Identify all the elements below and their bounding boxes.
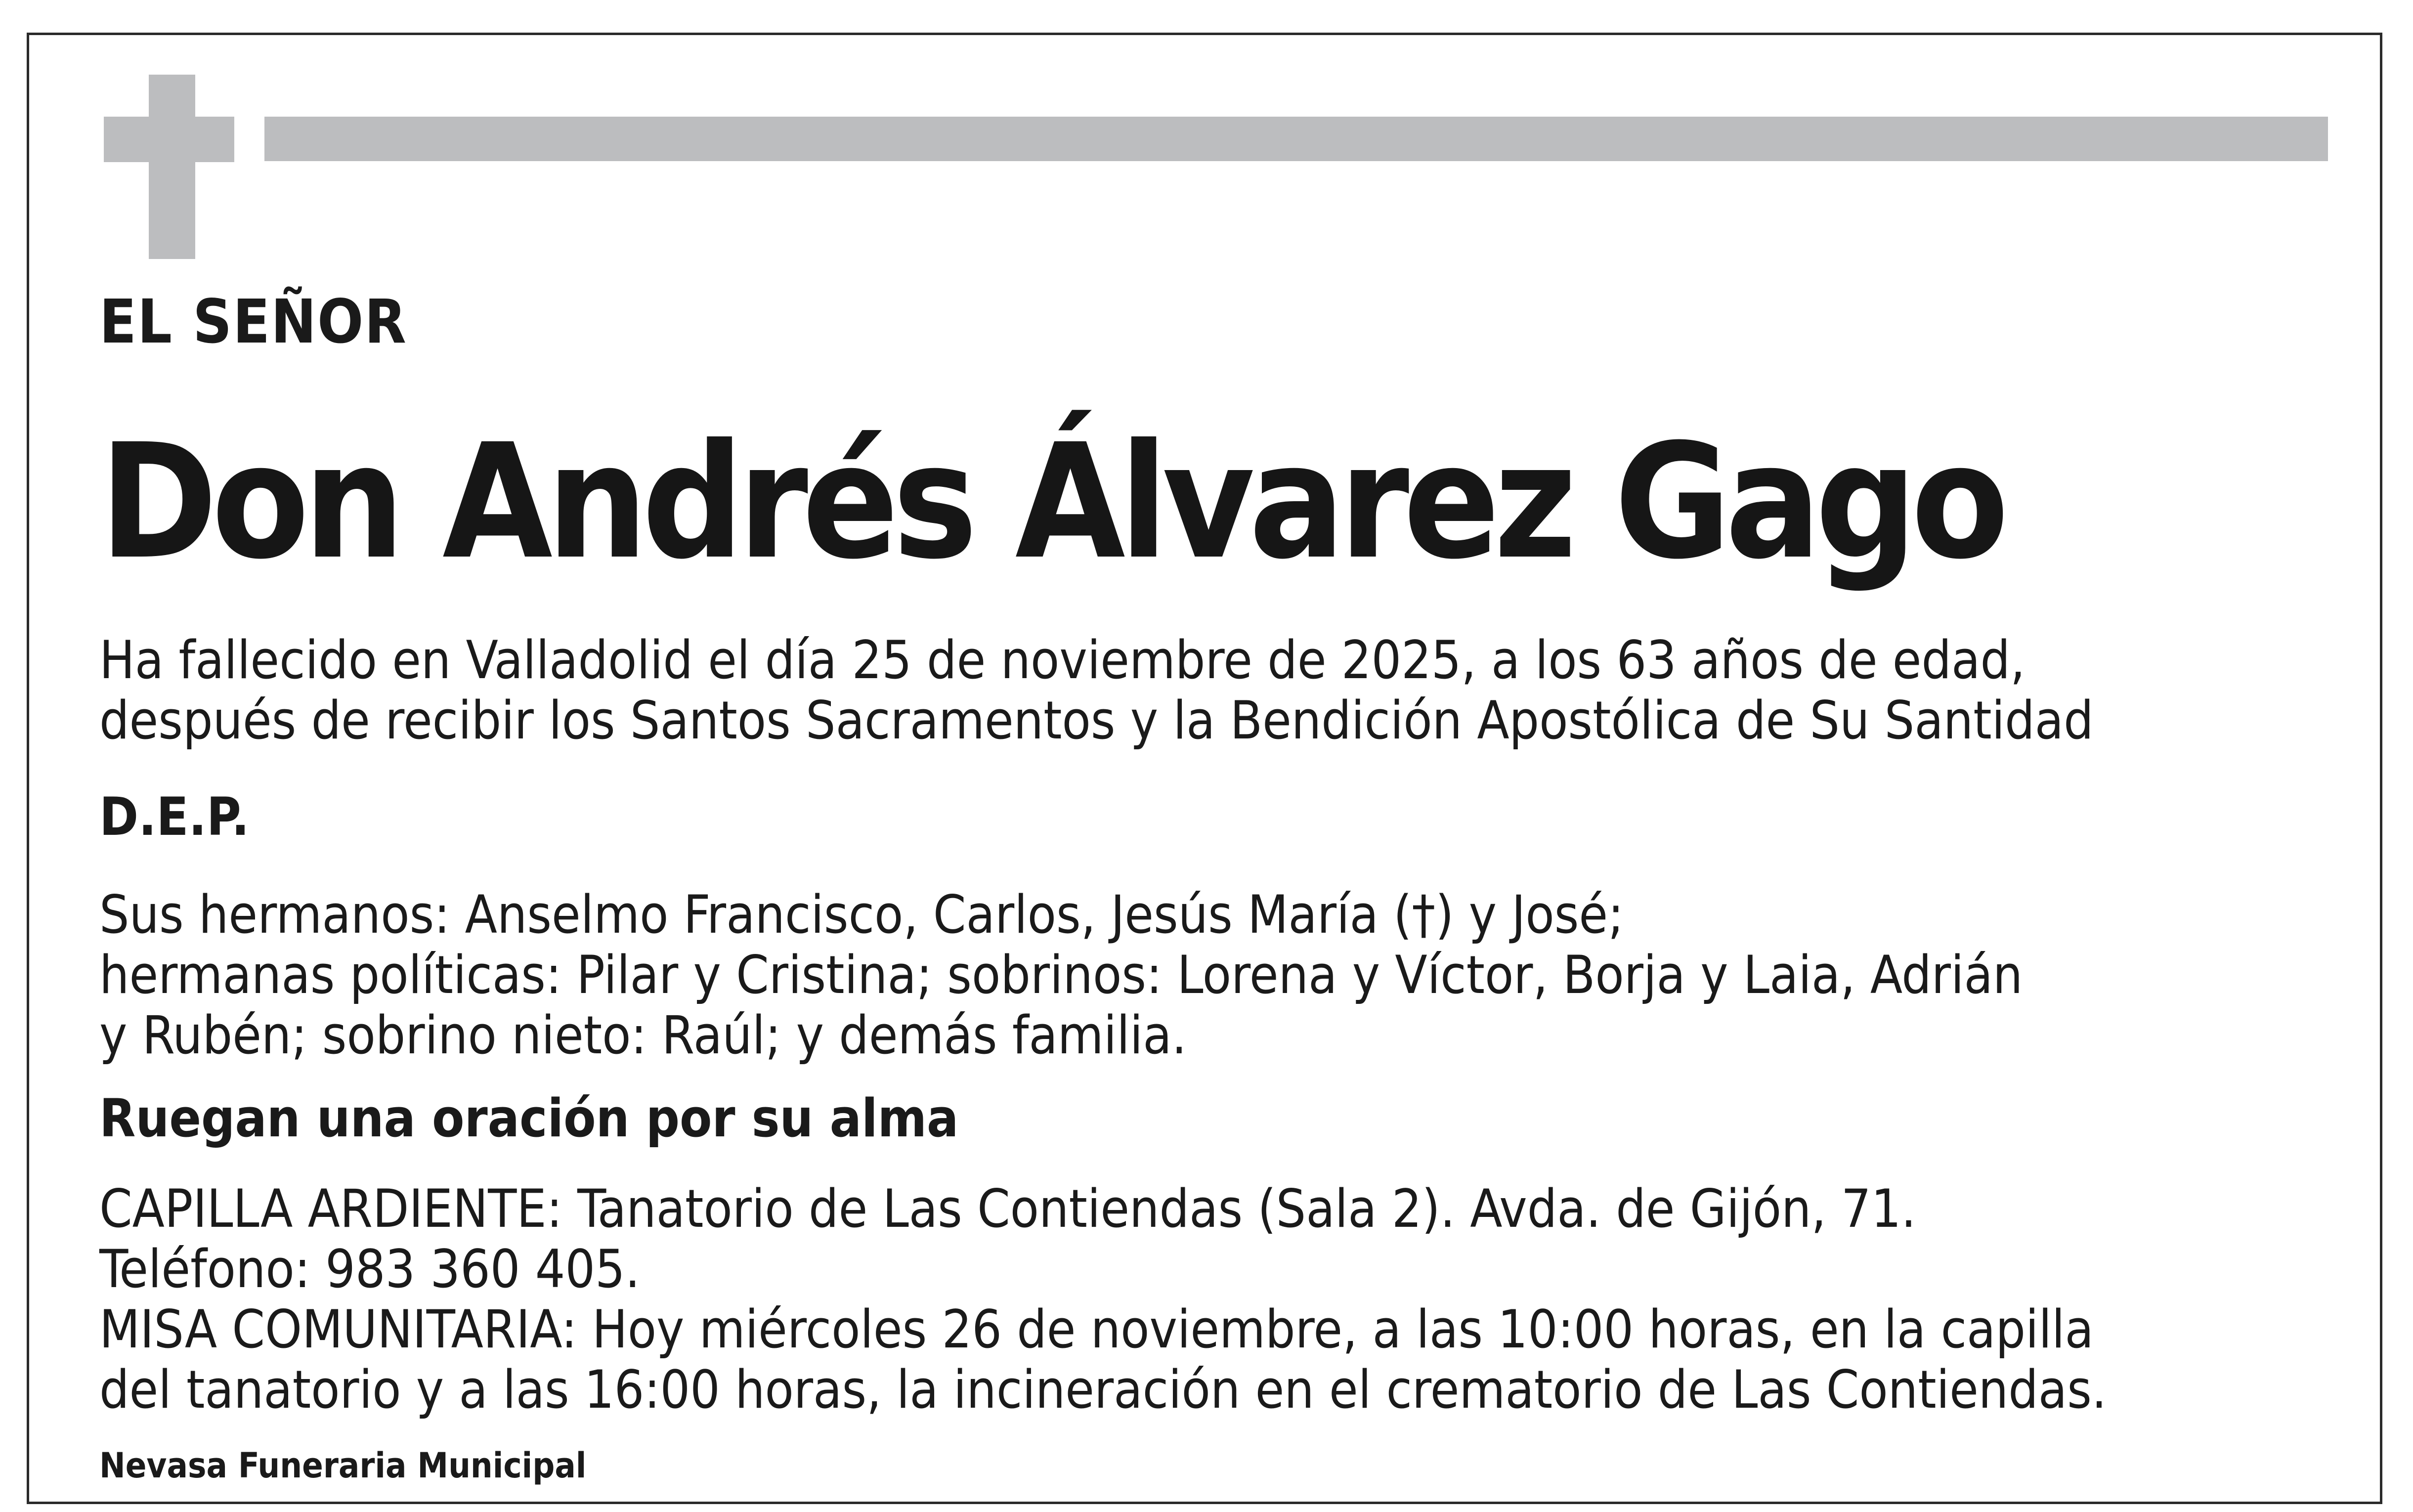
funeral-home-name: Nevasa Funeraria Municipal	[99, 1445, 587, 1486]
death-line: después de recibir los Santos Sacramentos y la Bendición Apostólica de Su Santidad	[99, 690, 2094, 751]
prayer-request: Ruegan una oración por su alma	[99, 1088, 959, 1149]
family-list	[99, 885, 2023, 1066]
service-line: CAPILLA ARDIENTE: Tanatorio de Las Contiendas (Sala 2). Avda. de Gijón, 71.	[99, 1178, 1916, 1239]
death-statement	[99, 630, 2094, 751]
family-line: Sus hermanos: Anselmo Francisco, Carlos, Jesús María (†) y José;	[99, 884, 1624, 945]
family-line: y Rubén; sobrino nieto: Raúl; y demás familia.	[99, 1005, 1187, 1066]
cross-horizontal-bar	[104, 117, 234, 162]
header-rule	[264, 117, 2328, 161]
cross-vertical-bar	[149, 75, 195, 259]
notice-heading: EL SEÑOR	[99, 287, 407, 357]
family-line: hermanas políticas: Pilar y Cristina; sobrinos: Lorena y Víctor, Borja y Laia, Adrián	[99, 945, 2023, 1005]
service-line: MISA COMUNITARIA: Hoy miércoles 26 de noviembre, a las 10:00 horas, en la capilla	[99, 1299, 2094, 1360]
service-line: Teléfono: 983 360 405.	[99, 1239, 640, 1299]
death-line: Ha fallecido en Valladolid el día 25 de noviembre de 2025, a los 63 años de edad,	[99, 630, 2025, 691]
deceased-name: Don Andrés Álvarez Gago	[99, 410, 2003, 594]
service-line: del tanatorio y a las 16:00 horas, la incineración en el crematorio de Las Contiendas.	[99, 1359, 2107, 1420]
rip-abbreviation: D.E.P.	[99, 786, 250, 847]
service-details	[99, 1179, 2107, 1420]
